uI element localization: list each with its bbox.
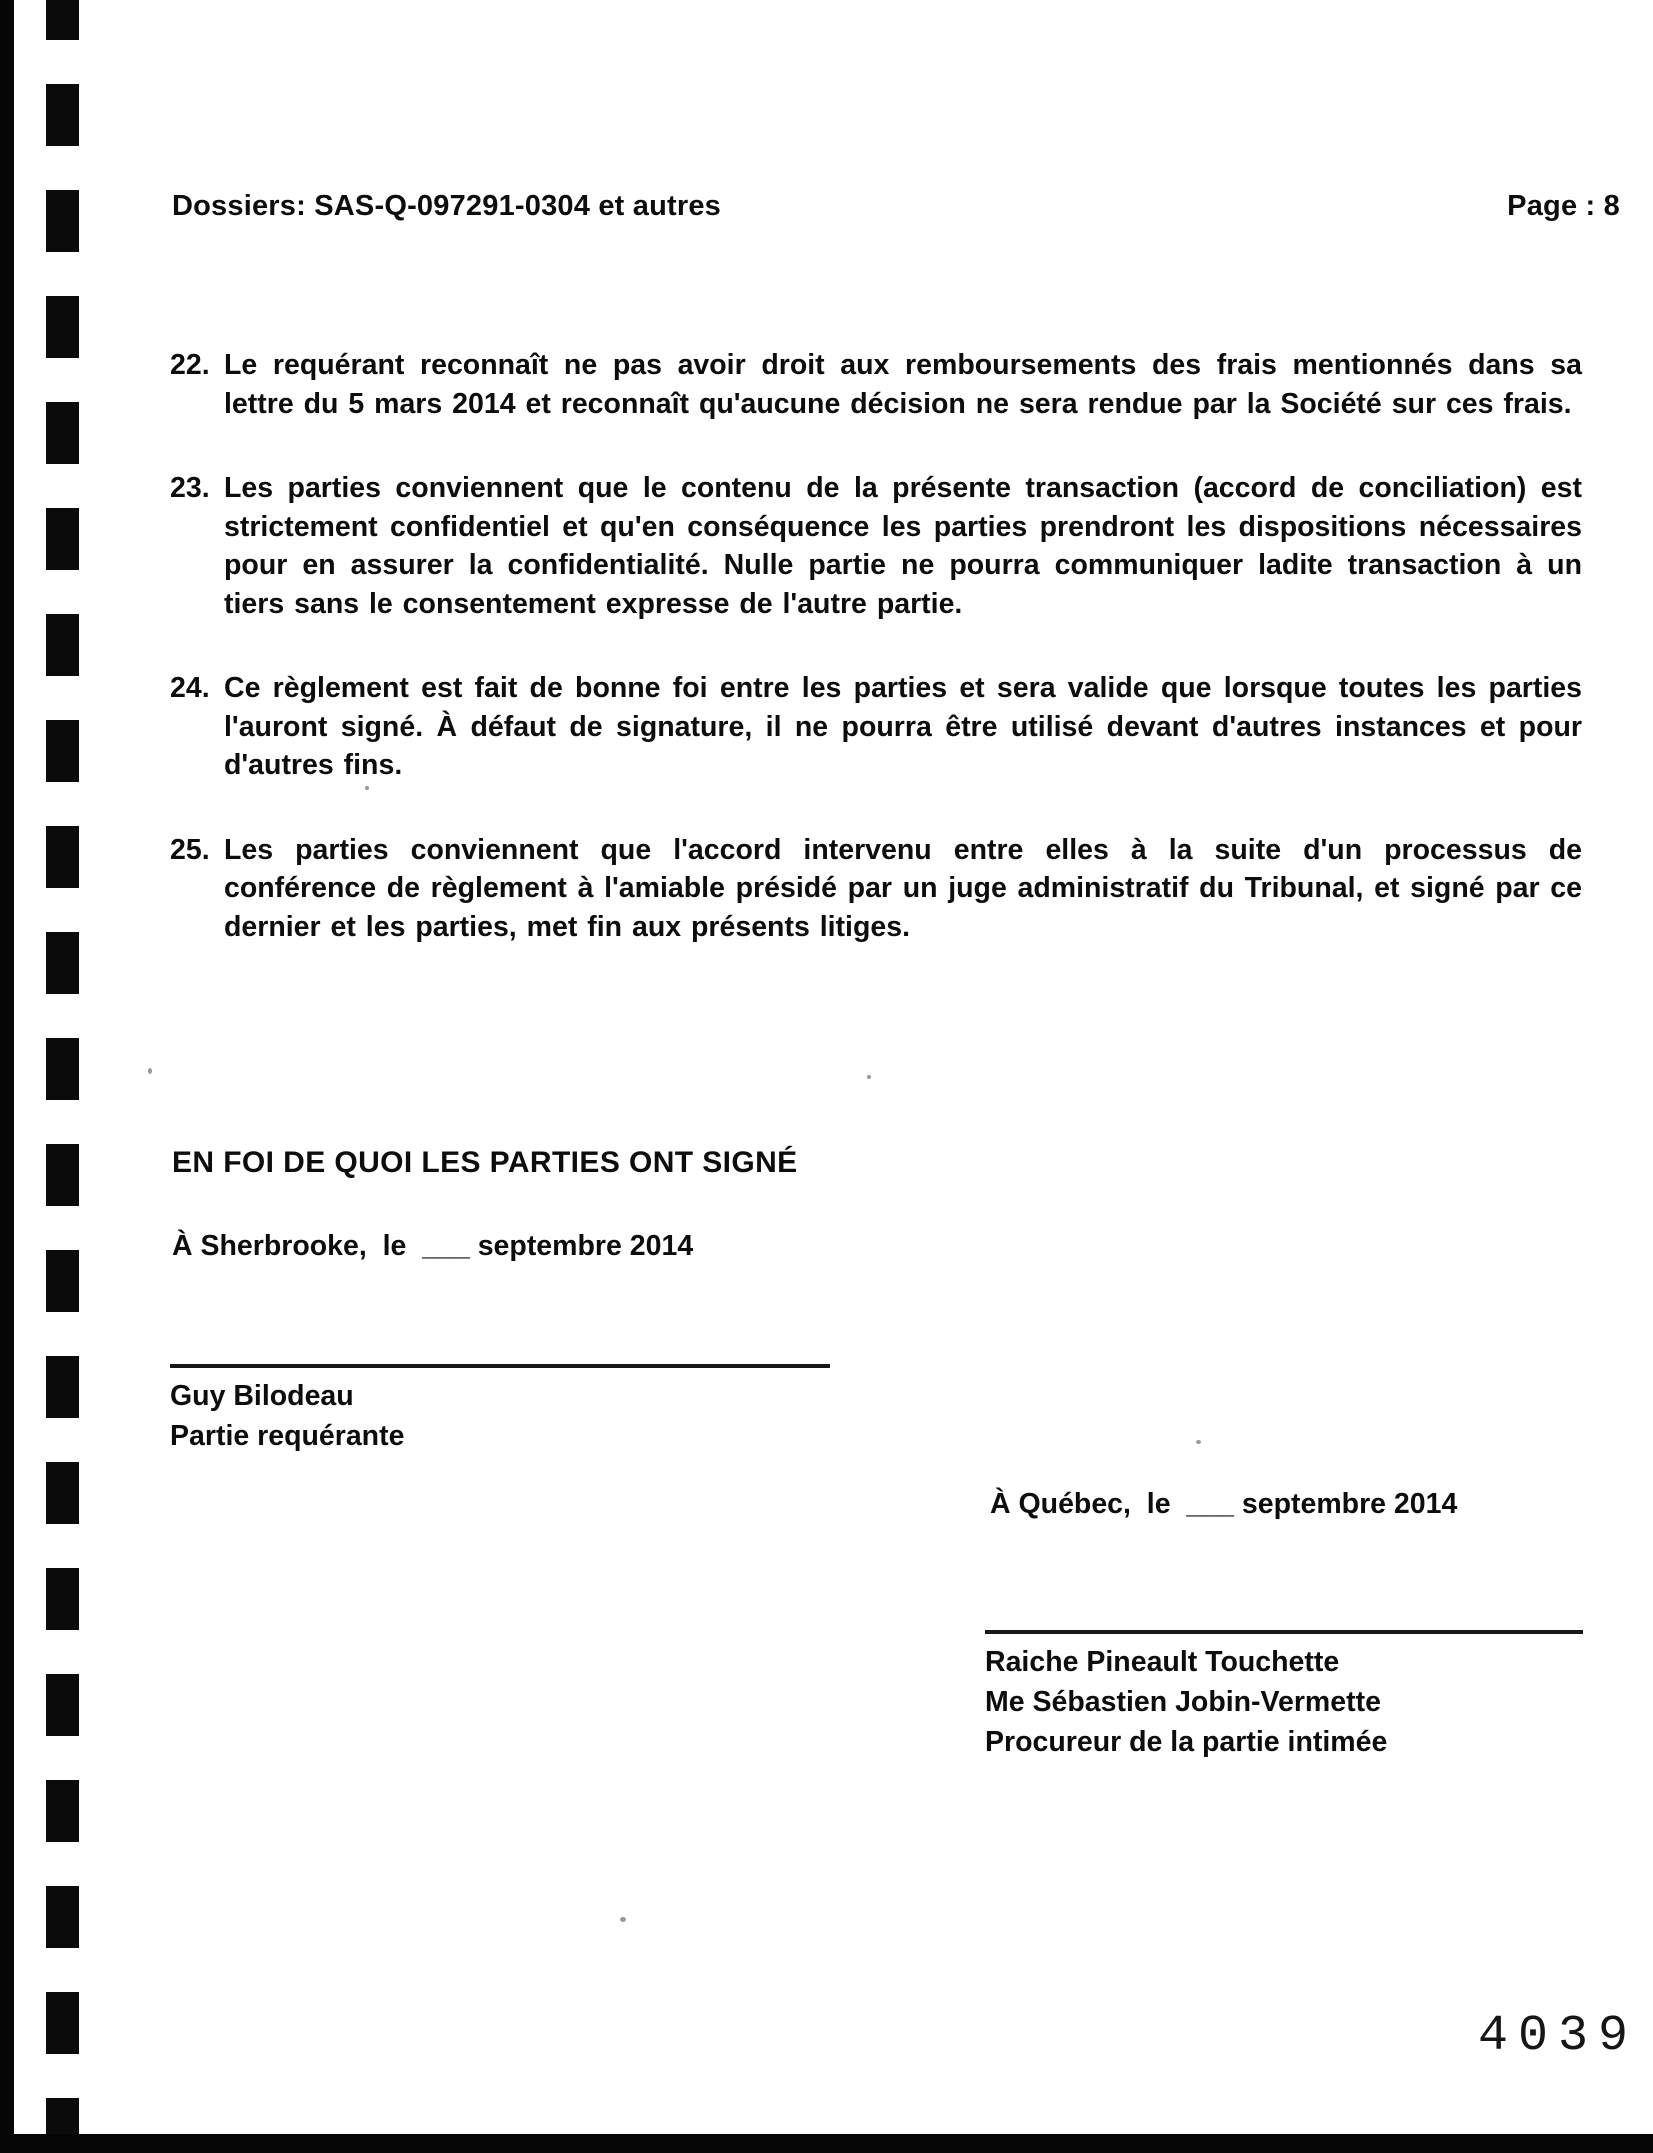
paragraph-24 — [170, 669, 1582, 785]
paragraph-number: 24. — [170, 672, 210, 704]
scan-edge-bottom — [0, 2134, 1653, 2153]
scan-speck — [148, 1068, 152, 1074]
binding-holes — [46, 0, 79, 2153]
scan-speck — [365, 786, 369, 790]
signatory-role: Procureur de la partie intimée — [985, 1726, 1388, 1758]
signature-line — [985, 1630, 1583, 1634]
date-line-sherbrooke: À Sherbrooke, le ___ septembre 2014 — [172, 1230, 694, 1262]
bates-stamp-number: 4039 — [1478, 2008, 1639, 2065]
scan-edge-left — [0, 0, 14, 2153]
date-line-quebec: À Québec, le ___ septembre 2014 — [990, 1488, 1458, 1520]
paragraph-number: 25. — [170, 833, 210, 866]
paragraph-22 — [170, 346, 1582, 423]
page-number-label: Page : 8 — [1507, 190, 1620, 222]
signatory-firm: Raiche Pineault Touchette — [985, 1646, 1340, 1678]
dossier-reference: Dossiers: SAS-Q-097291-0304 et autres — [172, 190, 722, 222]
signatory-role: Partie requérante — [170, 1420, 405, 1452]
paragraph-number: 23. — [170, 472, 210, 504]
closing-heading: EN FOI DE QUOI LES PARTIES ONT SIGNÉ — [172, 1146, 798, 1179]
paragraph-text: Les parties conviennent que l'accord intervenu entre elles à la suite d'un processus de conférence de règlement à l'amiable présidé par un juge administratif du Tribunal, et signé par ce dernier et les parties, met fin aux présents litiges. — [224, 833, 1582, 943]
scan-speck — [620, 1917, 626, 1922]
signature-block-requerant — [170, 1364, 830, 1456]
paragraph-text: Les parties conviennent que le contenu de la présente transaction (accord de conciliation) est strictement confidentiel et qu'en conséquence les parties prendront les dispositions nécessaires pour en assurer la confidentialité. Nulle partie ne pourra communiquer ladite transaction à un tiers sans le consentement expresse de l'autre partie. — [224, 472, 1582, 620]
scan-speck — [1196, 1440, 1201, 1444]
signature-line — [170, 1364, 830, 1368]
signatory-name: Me Sébastien Jobin-Vermette — [985, 1686, 1381, 1718]
signature-block-intimee — [985, 1630, 1583, 1762]
paragraph-number: 22. — [170, 349, 210, 381]
page-header — [172, 190, 1620, 223]
paragraph-text: Le requérant reconnaît ne pas avoir droit aux remboursements des frais mentionnés dans sa lettre du 5 mars 2014 et reconnaît qu'aucune décision ne sera rendue par la Société sur ces frais. — [224, 349, 1582, 420]
body-paragraphs — [170, 346, 1582, 992]
paragraph-23 — [170, 469, 1582, 623]
paragraph-25 — [170, 831, 1582, 947]
paragraph-text: Ce règlement est fait de bonne foi entre les parties et sera valide que lorsque toutes les parties l'auront signé. À défaut de signature, il ne pourra être utilisé devant d'autres instances et pour d'autres fins. — [224, 672, 1582, 781]
scan-speck — [867, 1075, 871, 1079]
signatory-name: Guy Bilodeau — [170, 1380, 354, 1412]
